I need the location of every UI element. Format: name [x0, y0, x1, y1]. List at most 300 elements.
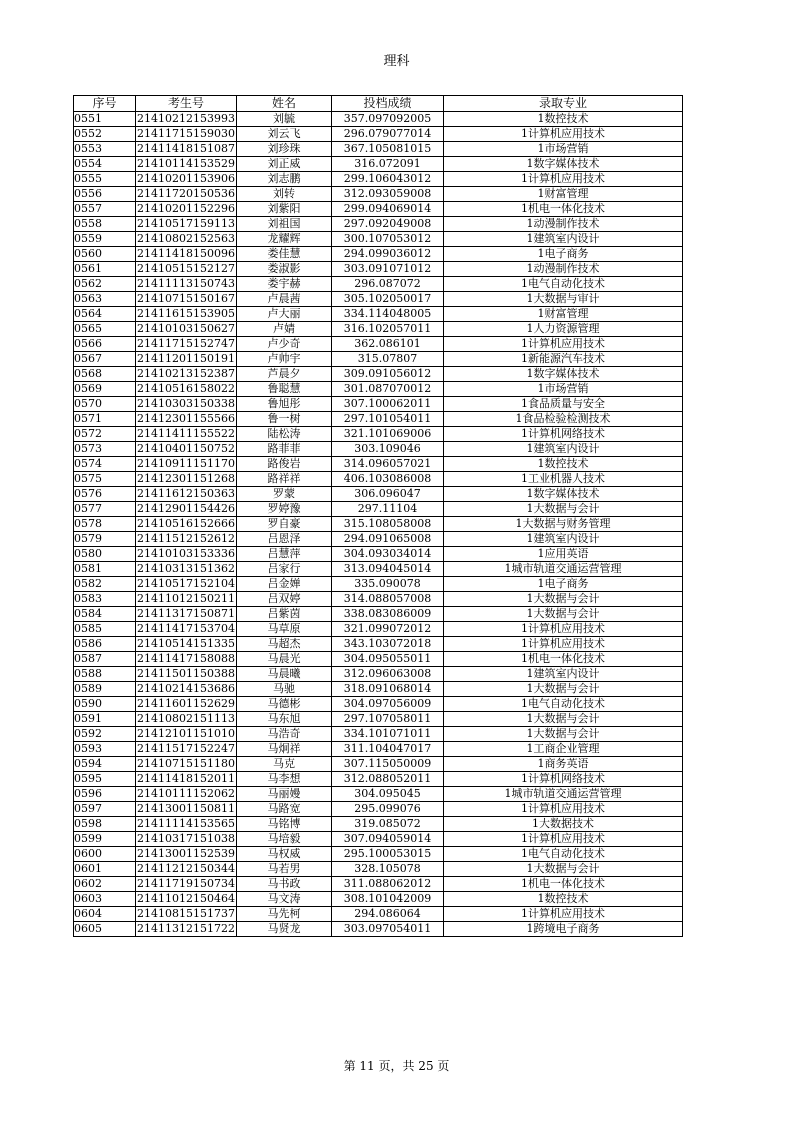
cell-major: 1工商企业管理 [444, 742, 683, 757]
cell-score: 309.091056012 [332, 367, 444, 382]
cell-major: 1大数据技术 [444, 817, 683, 832]
table-row [74, 727, 683, 742]
table-row [74, 487, 683, 502]
cell-name: 马炯祥 [237, 742, 332, 757]
cell-name: 陆松涛 [237, 427, 332, 442]
cell-exam-id: 21410715151180 [137, 757, 235, 770]
cell-name: 卢少奇 [237, 337, 332, 352]
cell-exam-id: 21410103153336 [137, 547, 235, 560]
cell-score: 299.106043012 [332, 172, 444, 187]
table-row [74, 607, 683, 622]
cell-exam-id: 21411312151722 [137, 922, 235, 935]
cell-score: 303.097054011 [332, 922, 444, 937]
cell-seq: 0567 [74, 352, 136, 367]
header-exam-id: 考生号 [136, 96, 237, 112]
cell-seq: 0593 [74, 742, 136, 757]
cell-major: 1建筑室内设计 [444, 667, 683, 682]
table-row [74, 787, 683, 802]
cell-name: 路俊岩 [237, 457, 332, 472]
cell-seq: 0585 [74, 622, 136, 637]
cell-exam-id: 21410401150752 [137, 442, 235, 455]
cell-score: 303.091071012 [332, 262, 444, 277]
cell-name: 鲁聪慧 [237, 382, 332, 397]
table-row [74, 457, 683, 472]
page-footer: 第 11 页，共 25 页 [343, 1059, 450, 1073]
cell-name: 马超杰 [237, 637, 332, 652]
cell-exam-id: 21413001152539 [137, 847, 235, 860]
cell-score: 296.087072 [332, 277, 444, 292]
cell-score: 313.094045014 [332, 562, 444, 577]
cell-major: 1城市轨道交通运营管理 [444, 787, 683, 802]
cell-score: 321.101069006 [332, 427, 444, 442]
cell-score: 300.107053012 [332, 232, 444, 247]
cell-major: 1新能源汽车技术 [444, 352, 683, 367]
cell-seq: 0551 [74, 112, 136, 127]
table-row [74, 682, 683, 697]
cell-exam-id: 21410517152104 [137, 577, 235, 590]
cell-exam-id: 21410114153529 [137, 157, 235, 170]
cell-seq: 0558 [74, 217, 136, 232]
table-row [74, 637, 683, 652]
cell-major: 1电气自动化技术 [444, 847, 683, 862]
cell-major: 1大数据与会计 [444, 607, 683, 622]
cell-major: 1电气自动化技术 [444, 697, 683, 712]
cell-major: 1计算机应用技术 [444, 802, 683, 817]
cell-name: 卢婧 [237, 322, 332, 337]
table-row [74, 667, 683, 682]
cell-name: 吕双婷 [237, 592, 332, 607]
cell-major: 1大数据与会计 [444, 862, 683, 877]
cell-score: 316.102057011 [332, 322, 444, 337]
table-row [74, 877, 683, 892]
cell-name: 娄宇赫 [237, 277, 332, 292]
cell-score: 299.094069014 [332, 202, 444, 217]
cell-seq: 0576 [74, 487, 136, 502]
cell-score: 367.105081015 [332, 142, 444, 157]
cell-exam-id: 21411212150344 [137, 862, 235, 875]
cell-exam-id: 21411012150211 [137, 592, 235, 605]
cell-exam-id: 21410201152296 [137, 202, 235, 215]
cell-major: 1计算机网络技术 [444, 427, 683, 442]
cell-name: 刘紫阳 [237, 202, 332, 217]
cell-exam-id: 21411517152247 [137, 742, 235, 755]
cell-exam-id: 21410515152127 [137, 262, 235, 275]
cell-name: 鲁旭彤 [237, 397, 332, 412]
cell-major: 1大数据与审计 [444, 292, 683, 307]
table-row [74, 277, 683, 292]
cell-seq: 0595 [74, 772, 136, 787]
cell-seq: 0591 [74, 712, 136, 727]
table-row [74, 832, 683, 847]
cell-major: 1食品质量与安全 [444, 397, 683, 412]
cell-major: 1商务英语 [444, 757, 683, 772]
cell-name: 马先柯 [237, 907, 332, 922]
cell-major: 1建筑室内设计 [444, 532, 683, 547]
cell-major: 1计算机应用技术 [444, 832, 683, 847]
table-row [74, 712, 683, 727]
cell-score: 304.097056009 [332, 697, 444, 712]
cell-major: 1建筑室内设计 [444, 232, 683, 247]
cell-score: 307.094059014 [332, 832, 444, 847]
cell-major: 1数控技术 [444, 457, 683, 472]
cell-major: 1城市轨道交通运营管理 [444, 562, 683, 577]
cell-major: 1跨境电子商务 [444, 922, 683, 937]
cell-score: 294.091065008 [332, 532, 444, 547]
cell-name: 马丽嫚 [237, 787, 332, 802]
cell-name: 卢帅宇 [237, 352, 332, 367]
cell-seq: 0556 [74, 187, 136, 202]
cell-score: 303.109046 [332, 442, 444, 457]
cell-name: 吕家行 [237, 562, 332, 577]
cell-major: 1动漫制作技术 [444, 217, 683, 232]
cell-exam-id: 21411418151087 [137, 142, 235, 155]
cell-name: 刘志鹏 [237, 172, 332, 187]
header-name: 姓名 [237, 96, 332, 112]
cell-seq: 0562 [74, 277, 136, 292]
cell-exam-id: 21410313151362 [137, 562, 235, 575]
cell-seq: 0604 [74, 907, 136, 922]
table-row [74, 622, 683, 637]
cell-score: 294.086064 [332, 907, 444, 922]
table-row [74, 472, 683, 487]
cell-major: 1工业机器人技术 [444, 472, 683, 487]
table-row [74, 337, 683, 352]
cell-name: 马李想 [237, 772, 332, 787]
cell-name: 马晨光 [237, 652, 332, 667]
cell-name: 马铭博 [237, 817, 332, 832]
cell-exam-id: 21411512152612 [137, 532, 235, 545]
table-row [74, 847, 683, 862]
cell-name: 马贤龙 [237, 922, 332, 937]
cell-exam-id: 21411615153905 [137, 307, 235, 320]
cell-seq: 0569 [74, 382, 136, 397]
cell-name: 芦晨夕 [237, 367, 332, 382]
cell-major: 1机电一体化技术 [444, 202, 683, 217]
table-row [74, 562, 683, 577]
cell-seq: 0560 [74, 247, 136, 262]
table-row [74, 172, 683, 187]
table-body [74, 112, 683, 937]
cell-exam-id: 21411012150464 [137, 892, 235, 905]
cell-exam-id: 21411720150536 [137, 187, 235, 200]
cell-major: 1电子商务 [444, 577, 683, 592]
table-row [74, 547, 683, 562]
cell-seq: 0554 [74, 157, 136, 172]
cell-major: 1数字媒体技术 [444, 487, 683, 502]
cell-score: 301.087070012 [332, 382, 444, 397]
cell-score: 316.072091 [332, 157, 444, 172]
table-row [74, 742, 683, 757]
cell-exam-id: 21410214153686 [137, 682, 235, 695]
cell-score: 294.099036012 [332, 247, 444, 262]
cell-score: 312.096063008 [332, 667, 444, 682]
cell-seq: 0579 [74, 532, 136, 547]
cell-seq: 0574 [74, 457, 136, 472]
cell-seq: 0565 [74, 322, 136, 337]
cell-seq: 0559 [74, 232, 136, 247]
cell-score: 305.102050017 [332, 292, 444, 307]
cell-name: 罗自豪 [237, 517, 332, 532]
cell-score: 307.115050009 [332, 757, 444, 772]
header-seq: 序号 [74, 96, 136, 112]
cell-exam-id: 21410815151737 [137, 907, 235, 920]
cell-seq: 0581 [74, 562, 136, 577]
cell-exam-id: 21411417158088 [137, 652, 235, 665]
table-row [74, 502, 683, 517]
cell-name: 马路宽 [237, 802, 332, 817]
cell-exam-id: 21412101151010 [137, 727, 235, 740]
cell-score: 362.086101 [332, 337, 444, 352]
table-row [74, 427, 683, 442]
table-row [74, 577, 683, 592]
cell-score: 314.096057021 [332, 457, 444, 472]
cell-name: 娄佳慧 [237, 247, 332, 262]
table-row [74, 262, 683, 277]
cell-name: 马若男 [237, 862, 332, 877]
cell-major: 1市场营销 [444, 382, 683, 397]
cell-name: 马草原 [237, 622, 332, 637]
cell-name: 吕紫茵 [237, 607, 332, 622]
cell-exam-id: 21411114153565 [137, 817, 235, 830]
table-row [74, 217, 683, 232]
cell-name: 龙耀辉 [237, 232, 332, 247]
cell-exam-id: 21410715150167 [137, 292, 235, 305]
table-row [74, 187, 683, 202]
cell-name: 罗婷豫 [237, 502, 332, 517]
cell-seq: 0580 [74, 547, 136, 562]
cell-name: 娄淑影 [237, 262, 332, 277]
cell-seq: 0583 [74, 592, 136, 607]
cell-score: 312.088052011 [332, 772, 444, 787]
cell-score: 312.093059008 [332, 187, 444, 202]
cell-seq: 0605 [74, 922, 136, 937]
cell-score: 307.100062011 [332, 397, 444, 412]
header-score: 投档成绩 [332, 96, 444, 112]
cell-major: 1大数据与会计 [444, 727, 683, 742]
cell-exam-id: 21410213152387 [137, 367, 235, 380]
cell-major: 1计算机应用技术 [444, 172, 683, 187]
cell-name: 马驰 [237, 682, 332, 697]
table-row [74, 652, 683, 667]
cell-score: 321.099072012 [332, 622, 444, 637]
cell-seq: 0573 [74, 442, 136, 457]
cell-score: 328.105078 [332, 862, 444, 877]
cell-exam-id: 21410212153993 [137, 112, 235, 125]
page-title: 理科 [383, 54, 410, 69]
cell-score: 311.088062012 [332, 877, 444, 892]
cell-score: 295.100053015 [332, 847, 444, 862]
cell-exam-id: 21410111152062 [137, 787, 235, 800]
cell-exam-id: 21410802152563 [137, 232, 235, 245]
cell-name: 马文涛 [237, 892, 332, 907]
table-row [74, 412, 683, 427]
cell-exam-id: 21410201153906 [137, 172, 235, 185]
cell-seq: 0590 [74, 697, 136, 712]
cell-seq: 0577 [74, 502, 136, 517]
cell-name: 刘毓 [237, 112, 332, 127]
cell-score: 308.101042009 [332, 892, 444, 907]
cell-major: 1动漫制作技术 [444, 262, 683, 277]
cell-seq: 0599 [74, 832, 136, 847]
cell-seq: 0594 [74, 757, 136, 772]
cell-exam-id: 21412301155566 [137, 412, 235, 425]
cell-major: 1大数据与财务管理 [444, 517, 683, 532]
cell-name: 马克 [237, 757, 332, 772]
cell-name: 罗蒙 [237, 487, 332, 502]
cell-seq: 0563 [74, 292, 136, 307]
cell-score: 314.088057008 [332, 592, 444, 607]
table-row [74, 352, 683, 367]
cell-name: 马晨曦 [237, 667, 332, 682]
cell-score: 304.093034014 [332, 547, 444, 562]
table-row [74, 112, 683, 127]
cell-major: 1大数据与会计 [444, 712, 683, 727]
cell-seq: 0602 [74, 877, 136, 892]
cell-seq: 0586 [74, 637, 136, 652]
cell-name: 卢大丽 [237, 307, 332, 322]
cell-exam-id: 21412301151268 [137, 472, 235, 485]
cell-seq: 0588 [74, 667, 136, 682]
cell-major: 1数字媒体技术 [444, 157, 683, 172]
table-row [74, 697, 683, 712]
cell-exam-id: 21411719150734 [137, 877, 235, 890]
cell-exam-id: 21411601152629 [137, 697, 235, 710]
cell-exam-id: 21411715159030 [137, 127, 235, 140]
table-row [74, 382, 683, 397]
table-row [74, 892, 683, 907]
cell-exam-id: 21411411155522 [137, 427, 235, 440]
cell-seq: 0601 [74, 862, 136, 877]
cell-major: 1人力资源管理 [444, 322, 683, 337]
table-row [74, 247, 683, 262]
cell-name: 吕恩泽 [237, 532, 332, 547]
cell-seq: 0552 [74, 127, 136, 142]
cell-exam-id: 21411715152747 [137, 337, 235, 350]
cell-exam-id: 21411201150191 [137, 352, 235, 365]
cell-exam-id: 21411418152011 [137, 772, 235, 785]
cell-seq: 0598 [74, 817, 136, 832]
cell-exam-id: 21410103150627 [137, 322, 235, 335]
cell-seq: 0568 [74, 367, 136, 382]
cell-name: 吕金婵 [237, 577, 332, 592]
cell-major: 1财富管理 [444, 187, 683, 202]
cell-major: 1食品检验检测技术 [444, 412, 683, 427]
cell-seq: 0582 [74, 577, 136, 592]
table-row [74, 142, 683, 157]
cell-seq: 0561 [74, 262, 136, 277]
cell-major: 1计算机应用技术 [444, 337, 683, 352]
cell-score: 406.103086008 [332, 472, 444, 487]
cell-score: 315.108058008 [332, 517, 444, 532]
cell-exam-id: 21410802151113 [137, 712, 235, 725]
cell-seq: 0587 [74, 652, 136, 667]
cell-score: 297.107058011 [332, 712, 444, 727]
table-row [74, 157, 683, 172]
table-row [74, 517, 683, 532]
cell-exam-id: 21411418150096 [137, 247, 235, 260]
cell-exam-id: 21410911151170 [137, 457, 235, 470]
cell-exam-id: 21410517159113 [137, 217, 235, 230]
cell-major: 1建筑室内设计 [444, 442, 683, 457]
table-row [74, 907, 683, 922]
table-row [74, 322, 683, 337]
cell-seq: 0584 [74, 607, 136, 622]
cell-major: 1计算机应用技术 [444, 622, 683, 637]
cell-name: 刘珍珠 [237, 142, 332, 157]
cell-major: 1计算机应用技术 [444, 127, 683, 142]
cell-exam-id: 21410514151335 [137, 637, 235, 650]
table-row [74, 292, 683, 307]
cell-major: 1数字媒体技术 [444, 367, 683, 382]
cell-seq: 0600 [74, 847, 136, 862]
cell-major: 1计算机应用技术 [444, 637, 683, 652]
cell-score: 318.091068014 [332, 682, 444, 697]
cell-name: 马东旭 [237, 712, 332, 727]
table-row [74, 862, 683, 877]
cell-score: 357.097092005 [332, 112, 444, 127]
table-row [74, 442, 683, 457]
cell-major: 1应用英语 [444, 547, 683, 562]
cell-exam-id: 21413001150811 [137, 802, 235, 815]
header-major: 录取专业 [444, 96, 683, 112]
cell-score: 304.095045 [332, 787, 444, 802]
cell-score: 297.11104 [332, 502, 444, 517]
table-row [74, 757, 683, 772]
cell-major: 1大数据与会计 [444, 682, 683, 697]
cell-seq: 0596 [74, 787, 136, 802]
cell-major: 1数控技术 [444, 892, 683, 907]
table-row [74, 532, 683, 547]
cell-name: 刘云飞 [237, 127, 332, 142]
cell-exam-id: 21410317151038 [137, 832, 235, 845]
cell-name: 路祥祥 [237, 472, 332, 487]
cell-score: 334.114048005 [332, 307, 444, 322]
cell-major: 1计算机网络技术 [444, 772, 683, 787]
cell-exam-id: 21411417153704 [137, 622, 235, 635]
cell-seq: 0578 [74, 517, 136, 532]
cell-name: 马浩奇 [237, 727, 332, 742]
cell-score: 343.103072018 [332, 637, 444, 652]
cell-exam-id: 21411317150871 [137, 607, 235, 620]
cell-seq: 0572 [74, 427, 136, 442]
cell-exam-id: 21411612150363 [137, 487, 235, 500]
table-row [74, 817, 683, 832]
table-row [74, 307, 683, 322]
cell-name: 刘正威 [237, 157, 332, 172]
cell-score: 335.090078 [332, 577, 444, 592]
cell-score: 296.079077014 [332, 127, 444, 142]
cell-name: 马权威 [237, 847, 332, 862]
table-row [74, 802, 683, 817]
cell-seq: 0570 [74, 397, 136, 412]
cell-score: 338.083086009 [332, 607, 444, 622]
cell-seq: 0589 [74, 682, 136, 697]
cell-score: 334.101071011 [332, 727, 444, 742]
cell-name: 路菲菲 [237, 442, 332, 457]
cell-major: 1机电一体化技术 [444, 652, 683, 667]
cell-exam-id: 21412901154426 [137, 502, 235, 515]
cell-exam-id: 21410303150338 [137, 397, 235, 410]
table-header-row [74, 96, 683, 112]
table-row [74, 127, 683, 142]
cell-seq: 0603 [74, 892, 136, 907]
table-row [74, 367, 683, 382]
cell-name: 刘祖国 [237, 217, 332, 232]
cell-score: 311.104047017 [332, 742, 444, 757]
cell-name: 马培毅 [237, 832, 332, 847]
cell-seq: 0592 [74, 727, 136, 742]
cell-exam-id: 21410516152666 [137, 517, 235, 530]
